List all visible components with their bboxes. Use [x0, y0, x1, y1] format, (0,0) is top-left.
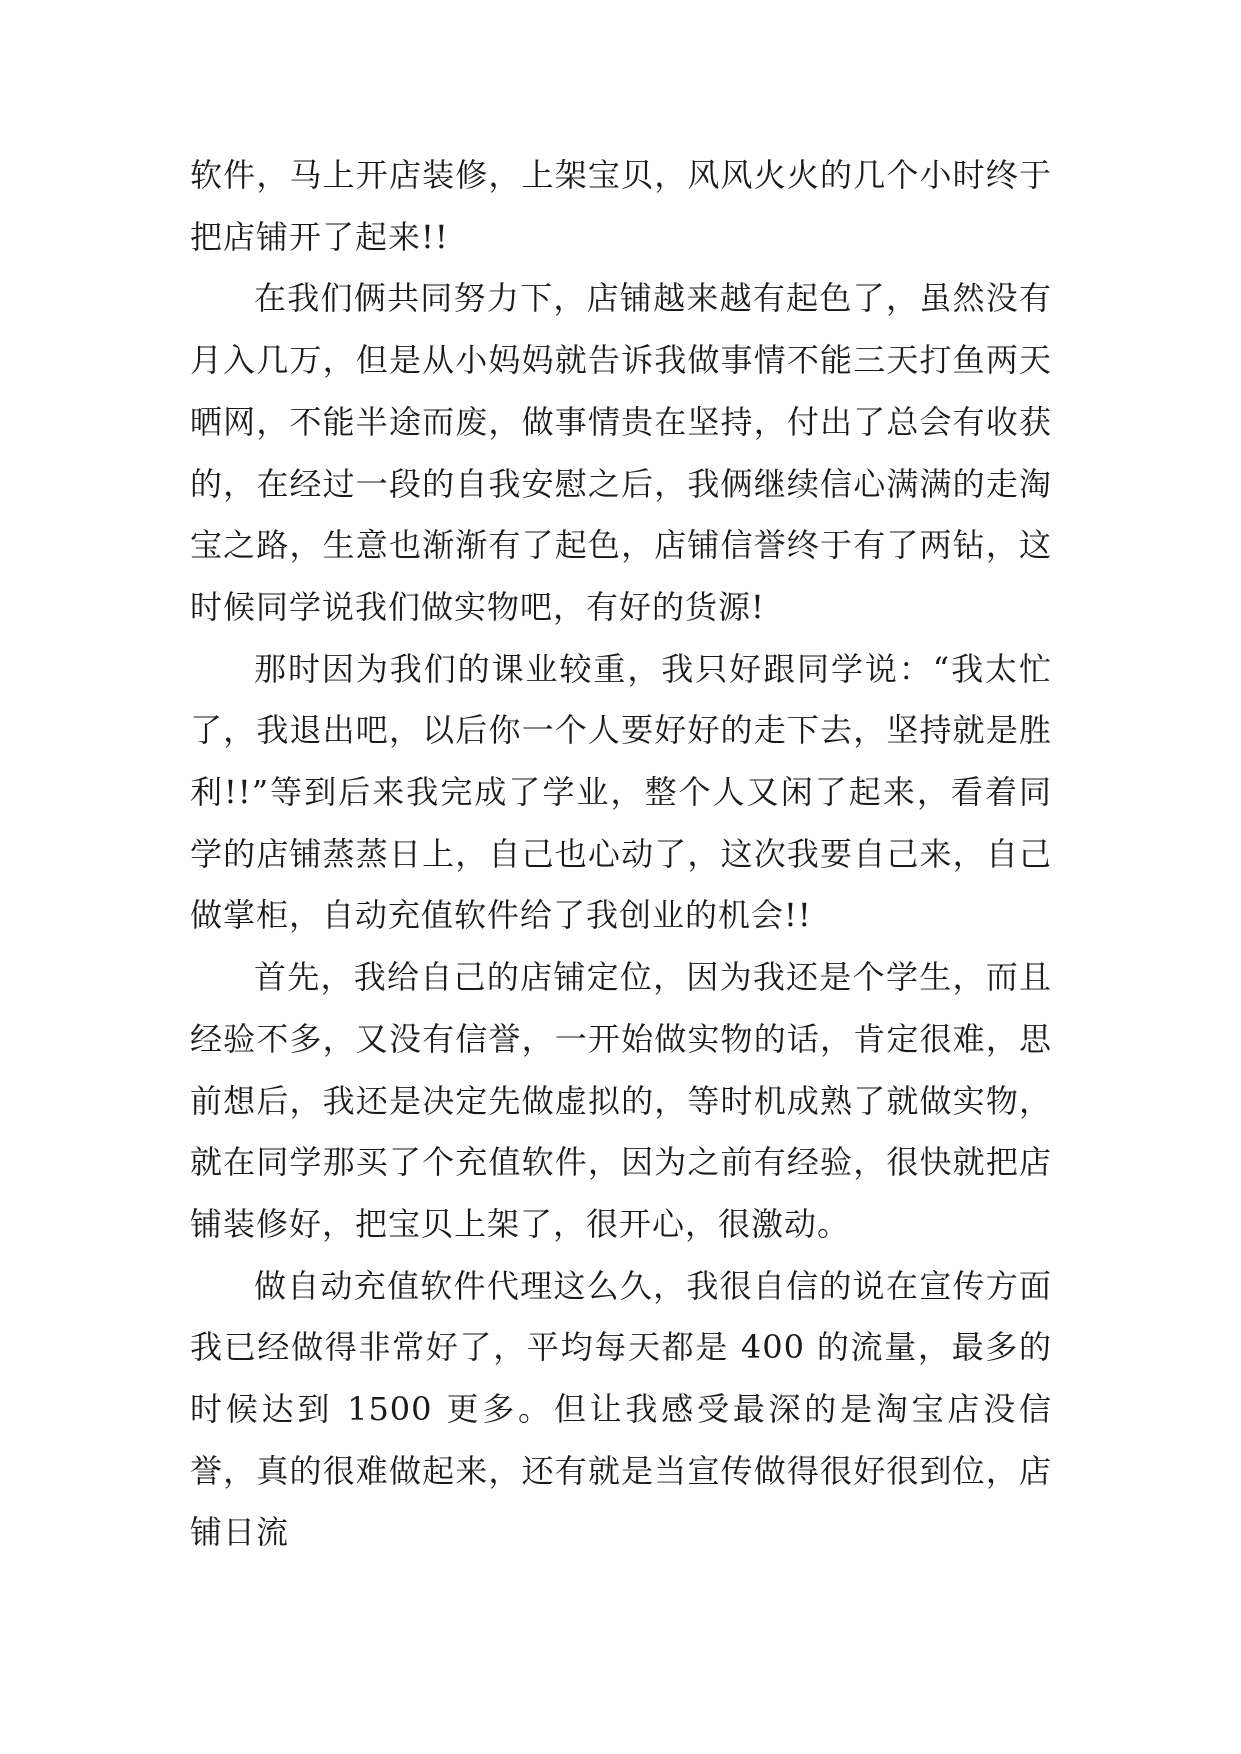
document-body [190, 145, 1052, 1564]
paragraph-2: 在我们俩共同努力下，店铺越来越有起色了，虽然没有月入几万，但是从小妈妈就告诉我做事情不能三天打鱼两天晒网，不能半途而废，做事情贵在坚持，付出了总会有收获的，在经过一段的自我安慰之后，我俩继续信心满满的走淘宝之路，生意也渐渐有了起色，店铺信誉终于有了两钻，这时候同学说我们做实物吧，有好的货源! [190, 279, 1052, 626]
paragraph-5: 做自动充值软件代理这么久，我很自信的说在宣传方面我已经做得非常好了，平均每天都是 400 的流量，最多的时候达到 1500 更多。但让我感受最深的是淘宝店没信誉，真的很难做起来，还有就是当宣传做得很好很到位，店铺日流 [190, 1266, 1052, 1552]
paragraph-4: 首先，我给自己的店铺定位，因为我还是个学生，而且经验不多，又没有信誉，一开始做实物的话，肯定很难，思前想后，我还是决定先做虚拟的，等时机成熟了就做实物，就在同学那买了个充值软件，因为之前有经验，很快就把店铺装修好，把宝贝上架了，很开心，很激动。 [190, 958, 1052, 1243]
paragraph-1: 软件，马上开店装修，上架宝贝，风风火火的几个小时终于把店铺开了起来!! [190, 156, 1052, 256]
paragraph-3: 那时因为我们的课业较重，我只好跟同学说：“我太忙了，我退出吧，以后你一个人要好好的走下去，坚持就是胜利!!”等到后来我完成了学业，整个人又闲了起来，看着同学的店铺蒸蒸日上，自己也心动了，这次我要自己来，自己做掌柜，自动充值软件给了我创业的机会!! [190, 649, 1052, 935]
